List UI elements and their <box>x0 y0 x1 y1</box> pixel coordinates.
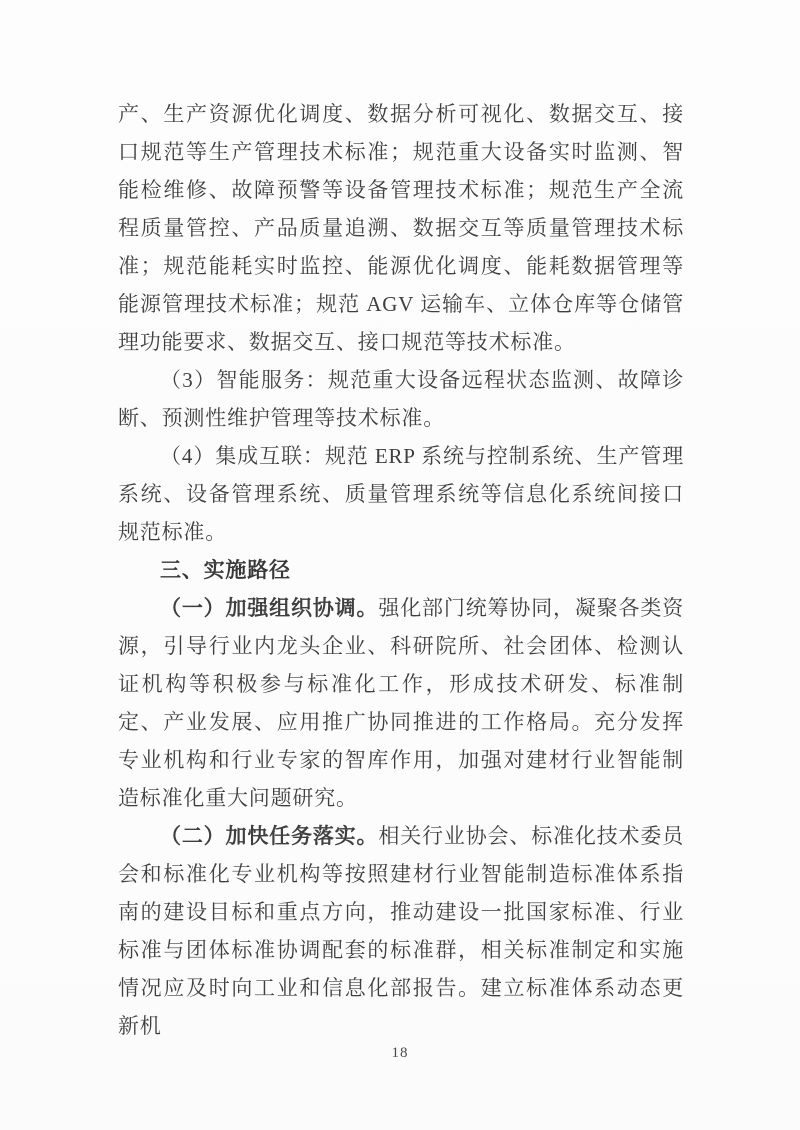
paragraph <box>118 95 684 361</box>
paragraph-lead-bold: 三、实施路径 <box>160 558 291 582</box>
paragraph-lead-bold: （一）加强组织协调。 <box>160 596 379 620</box>
paragraph-text: （4）集成互联：规范 ERP 系统与控制系统、生产管理系统、设备管理系统、质量管理系统等信息化系统间接口规范标准。 <box>118 444 684 544</box>
page-number: 18 <box>391 1045 409 1061</box>
paragraph-text: 产、生产资源优化调度、数据分析可视化、数据交互、接口规范等生产管理技术标准；规范重大设备实时监测、智能检维修、故障预警等设备管理技术标准；规范生产全流程质量管控、产品质量追溯、数据交互等质量管理技术标准；规范能耗实时监控、能源优化调度、能耗数据管理等能源管理技术标准；规范 AGV 运输车、立体仓库等仓储管理功能要求、数据交互、接口规范等技术标准。 <box>118 102 684 354</box>
paragraph-text: （3）智能服务：规范重大设备远程状态监测、故障诊断、预测性维护管理等技术标准。 <box>118 368 684 430</box>
paragraph-text: 强化部门统筹协同，凝聚各类资源，引导行业内龙头企业、科研院所、社会团体、检测认证机构等积极参与标准化工作，形成技术研发、标准制定、产业发展、应用推广协同推进的工作格局。充分发挥专业机构和行业专家的智库作用，加强对建材行业智能制造标准化重大问题研究。 <box>118 596 685 810</box>
section-heading <box>118 551 684 589</box>
document-body <box>118 95 684 1045</box>
paragraph <box>118 589 684 817</box>
paragraph <box>118 437 684 551</box>
paragraph-text: 相关行业协会、标准化技术委员会和标准化专业机构等按照建材行业智能制造标准体系指南的建设目标和重点方向，推动建设一批国家标准、行业标准与团体标准协调配套的标准群，相关标准制定和实施情况应及时向工业和信息化部报告。建立标准体系动态更新机 <box>118 824 685 1038</box>
paragraph <box>118 817 684 1045</box>
paragraph <box>118 361 684 437</box>
paragraph-lead-bold: （二）加快任务落实。 <box>160 824 379 848</box>
